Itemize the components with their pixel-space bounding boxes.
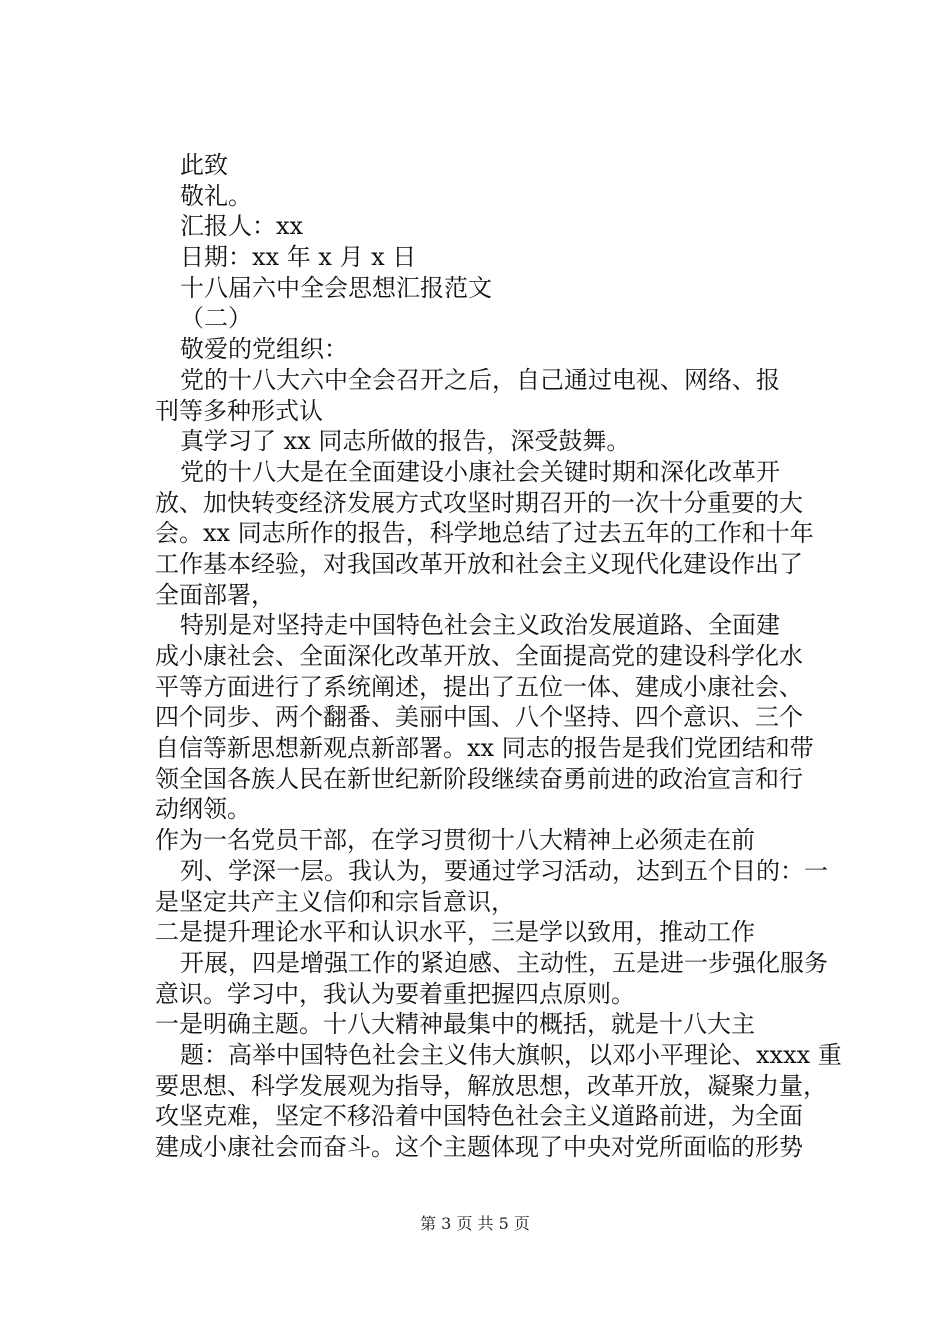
reporter: 汇报人：xx — [180, 212, 304, 240]
paragraph-line: 成小康社会、全面深化改革开放、全面提高党的建设科学化水 — [155, 642, 803, 670]
paragraph-line: 开展，四是增强工作的紧迫感、主动性，五是进一步强化服务 — [180, 949, 828, 977]
paragraph-line: 自信等新思想新观点新部署。xx 同志的报告是我们党团结和带 — [155, 734, 814, 762]
paragraph-line: 工作基本经验，对我国改革开放和社会主义现代化建设作出了 — [155, 550, 803, 578]
date: 日期：xx 年 x 月 x 日 — [180, 243, 417, 271]
subtitle: （二） — [180, 304, 252, 332]
paragraph-line: 是坚定共产主义信仰和宗旨意识， — [155, 888, 515, 916]
paragraph-line: 作为一名党员干部，在学习贯彻十八大精神上必须走在前 — [155, 826, 755, 854]
paragraph-line: 题：高举中国特色社会主义伟大旗帜，以邓小平理论、xxxx 重 — [180, 1041, 842, 1069]
paragraph-line: 建成小康社会而奋斗。这个主题体现了中央对党所面临的形势 — [155, 1133, 803, 1161]
paragraph-line: 刊等多种形式认 — [155, 397, 323, 425]
paragraph-line: 放、加快转变经济发展方式攻坚时期召开的一次十分重要的大 — [155, 489, 803, 517]
paragraph-line: 攻坚克难，坚定不移沿着中国特色社会主义道路前进，为全面 — [155, 1102, 803, 1130]
paragraph-line: 列、学深一层。我认为，要通过学习活动，达到五个目的：一 — [180, 857, 828, 885]
paragraph-line: 平等方面进行了系统阐述，提出了五位一体、建成小康社会、 — [155, 673, 803, 701]
page-footer: 第 3 页 共 5 页 — [420, 1214, 530, 1233]
paragraph-line: 真学习了 xx 同志所做的报告，深受鼓舞。 — [180, 427, 631, 455]
paragraph-line: 领全国各族人民在新世纪新阶段继续奋勇前进的政治宣言和行 — [155, 765, 803, 793]
paragraph-line: 二是提升理论水平和认识水平，三是学以致用，推动工作 — [155, 918, 755, 946]
paragraph-line: 特别是对坚持走中国特色社会主义政治发展道路、全面建 — [180, 611, 780, 639]
paragraph-line: 意识。学习中，我认为要着重把握四点原则。 — [155, 980, 635, 1008]
respects: 敬礼。 — [180, 182, 252, 210]
paragraph-line: 会。xx 同志所作的报告，科学地总结了过去五年的工作和十年 — [155, 519, 814, 547]
paragraph-line: 四个同步、两个翻番、美丽中国、八个坚持、四个意识、三个 — [155, 703, 803, 731]
paragraph-line: 一是明确主题。十八大精神最集中的概括，就是十八大主 — [155, 1010, 755, 1038]
paragraph-line: 要思想、科学发展观为指导，解放思想，改革开放，凝聚力量， — [155, 1072, 827, 1100]
salutation: 敬爱的党组织： — [180, 335, 348, 363]
title: 十八届六中全会思想汇报范文 — [180, 274, 492, 302]
paragraph-line: 党的十八大六中全会召开之后，自己通过电视、网络、报 — [180, 366, 780, 394]
paragraph-line: 全面部署， — [155, 581, 275, 609]
paragraph-line: 动纲领。 — [155, 795, 251, 823]
closing-salutation: 此致 — [180, 151, 228, 179]
paragraph-line: 党的十八大是在全面建设小康社会关键时期和深化改革开 — [180, 458, 780, 486]
